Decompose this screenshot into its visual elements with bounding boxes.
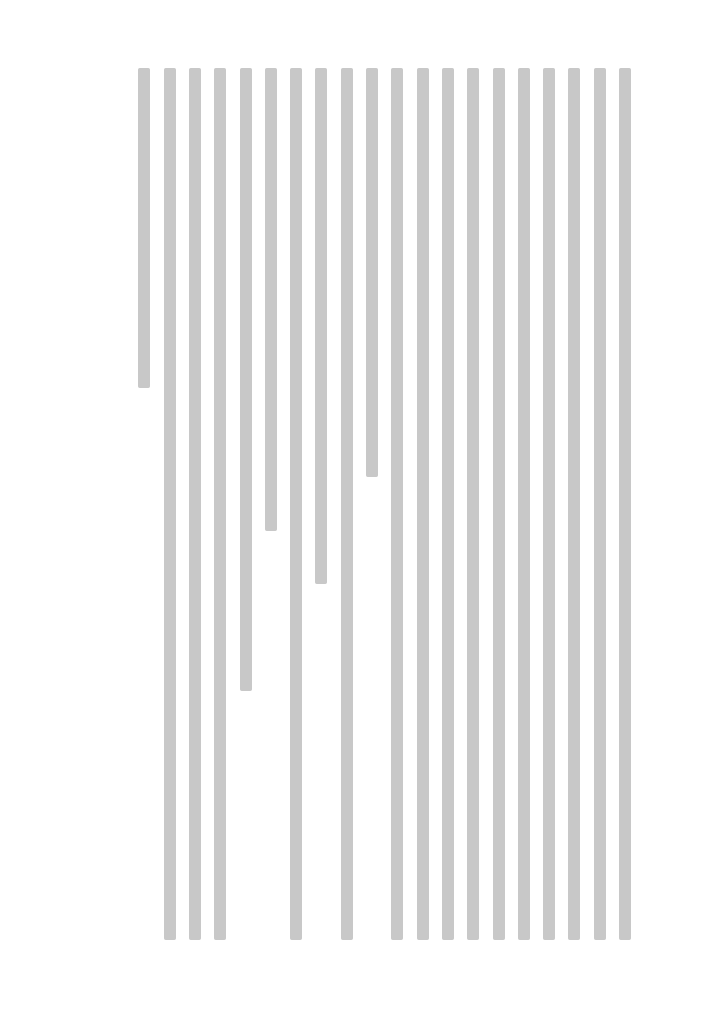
redacted-text-line [493, 68, 505, 940]
redacted-text-line [417, 68, 429, 940]
redacted-text-line [164, 68, 176, 940]
redacted-text-line [442, 68, 454, 940]
redacted-text-line [594, 68, 606, 940]
redacted-text-line [619, 68, 631, 940]
redacted-text-line [265, 68, 277, 531]
redacted-text-line [341, 68, 353, 940]
redacted-text-line [214, 68, 226, 940]
redacted-text-line [240, 68, 252, 691]
redacted-text-line [568, 68, 580, 940]
redacted-text-line [315, 68, 327, 584]
redacted-text-line [138, 68, 150, 388]
redacted-text-line [391, 68, 403, 940]
redacted-text-line [518, 68, 530, 940]
redacted-text-line [189, 68, 201, 940]
redacted-text-line [290, 68, 302, 940]
redacted-text-line [543, 68, 555, 940]
redacted-text-line [467, 68, 479, 940]
redacted-text-line [366, 68, 378, 477]
